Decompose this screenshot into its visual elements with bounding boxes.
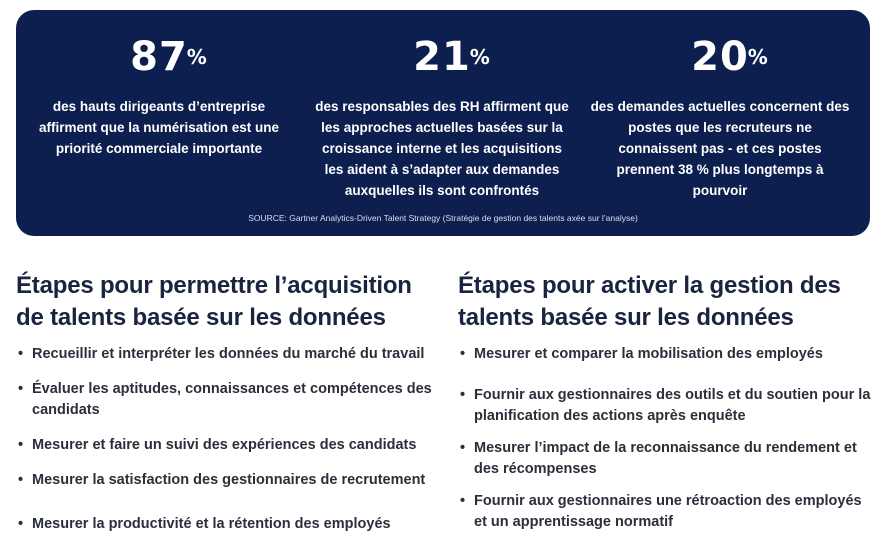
stat-value [130,34,208,80]
stat-digitization [34,34,284,159]
acquisition-steps-title: Étapes pour permettre l’acquisition de talents basée sur les données [16,272,412,331]
list-item: • Mesurer la productivité et la rétention des employés [16,514,436,535]
stat-unit: % [186,45,208,69]
stats-panel [16,10,870,236]
list-item: • Recueillir et interpréter les données du marché du travail [16,344,436,365]
stat-description: des demandes actuelles concernent des postes que les recruteurs ne connaissent pas - et ces postes prennent 38 % plus longtemps à pourvoir [590,99,850,198]
acquisition-steps-list [16,344,436,535]
acquisition-steps-section [16,270,436,535]
stat-description: des hauts dirigeants d’entreprise affirment que la numérisation est une priorité commerciale importante [38,99,280,156]
list-item: • Mesurer l’impact de la reconnaissance du rendement et des récompenses [458,438,878,480]
list-item: • Fournir aux gestionnaires une rétroaction des employés et un apprentissage normatif [458,491,878,533]
stat-unit: % [469,45,491,69]
list-item: • Évaluer les aptitudes, connaissances et compétences des candidats [16,379,436,421]
stat-value [691,34,769,80]
management-steps-list [458,344,878,533]
source-note: SOURCE: Gartner Analytics-Driven Talent Strategy (Stratégie de gestion des talents axée sur l’analyse) [248,213,638,223]
list-item: • Mesurer et faire un suivi des expériences des candidats [16,435,436,456]
management-steps-section [458,270,878,533]
stat-hr-approaches [312,34,572,201]
stat-description: des responsables des RH affirment que les approches actuelles basées sur la croissance interne et les acquisitions les aident à s’adapter aux demandes auxquelles ils sont confrontés [315,99,569,198]
stat-value [413,34,491,80]
list-item: • Mesurer et comparer la mobilisation des employés [458,344,878,365]
stat-unit: % [747,45,769,69]
list-item: • Mesurer la satisfaction des gestionnaires de recrutement [16,470,436,491]
stat-number: 20 [691,34,749,80]
management-steps-title: Étapes pour activer la gestion des talents basée sur les données [458,272,841,331]
stat-number: 87 [130,34,188,80]
list-item: • Fournir aux gestionnaires des outils et du soutien pour la planification des actions après enquête [458,385,878,427]
stat-number: 21 [413,34,471,80]
stat-recruiter-demands [590,34,850,201]
